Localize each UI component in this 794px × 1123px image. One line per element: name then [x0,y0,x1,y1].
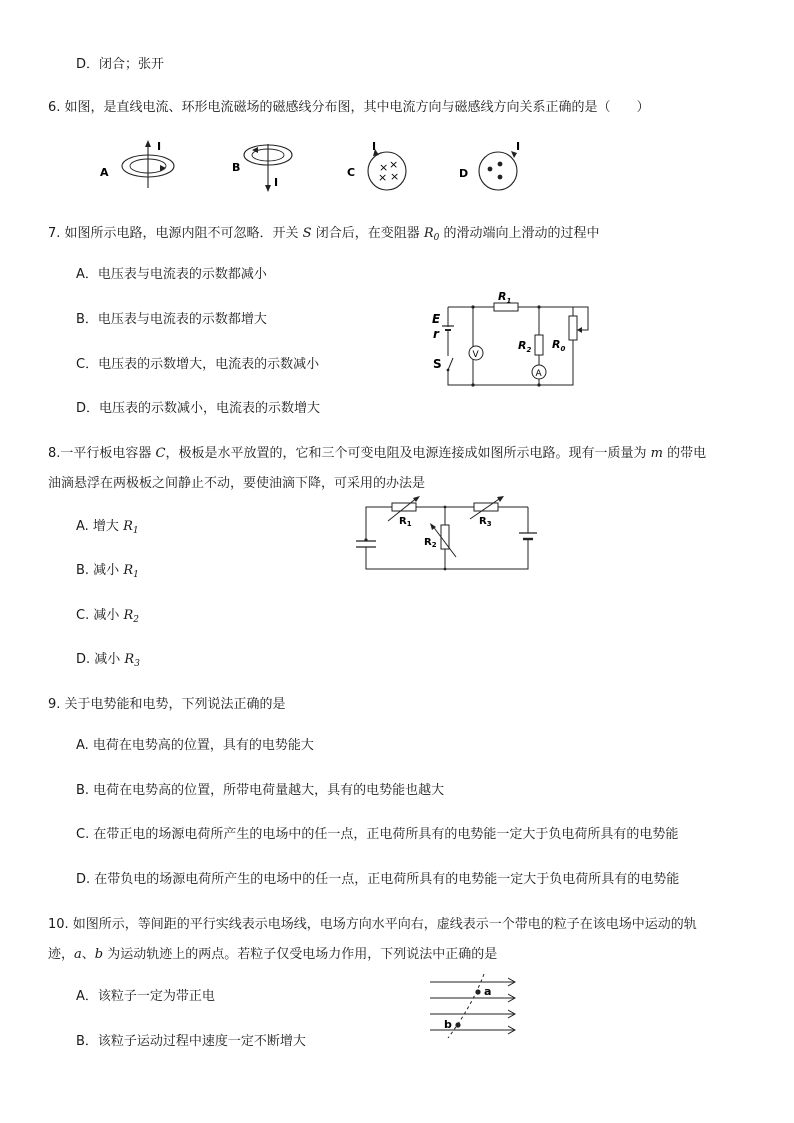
q9-option-d: D. 在带负电的场源电荷所产生的电场中的任一点，正电荷所具有的电势能一定大于负电荷所具有的电势能 [76,872,680,887]
svg-text:I: I [372,140,377,153]
svg-text:×: × [389,158,399,171]
svg-text:A: A [535,369,542,379]
q9-option-b: B. 电荷在电势高的位置，所带电荷量越大，具有的电势能也越大 [76,783,445,798]
q10-field-diagram [426,972,526,1042]
q7-option-a: A．电压表与电流表的示数都减小 [76,267,267,282]
svg-text:A: A [100,166,109,179]
svg-text:C: C [347,166,356,179]
q10-option-a: A．该粒子一定为带正电 [76,989,215,1004]
q6-figure-d [459,140,520,190]
q8-option-a: A. 增大 $R_1$ [76,519,139,536]
svg-text:I: I [516,140,521,153]
q6-figure-c [347,140,406,190]
svg-text:R3: $R_3$ [479,516,492,528]
q8-option-c: C. 减小 $R_2$ [76,608,140,625]
q9-option-c: C. 在带正电的场源电荷所产生的电场中的任一点，正电荷所具有的电势能一定大于负电荷所具有的电势能 [76,827,679,842]
svg-text:×: × [379,161,389,174]
svg-text:R2: $R_2$ [424,537,437,549]
svg-text:E: E [432,312,441,326]
q10-stem-line2: 迹，a、b 为运动轨迹上的两点。若粒子仅受电场力作用，下列说法中正确的是 [48,947,498,962]
svg-text:R0: $R_0$ [552,338,566,353]
q10-stem-line1: 10. 如图所示，等间距的平行实线表示电场线，电场方向水平向右，虚线表示一个带电的粒子在该电场中运动的轨 [48,917,697,932]
q7-option-c: C．电压表的示数增大，电流表的示数减小 [76,357,320,372]
q8-option-b: B. 减小 $R_1$ [76,563,139,580]
svg-text:r: r [433,327,439,341]
q7-option-b: B．电压表与电流表的示数都增大 [76,312,267,327]
q5-option-d: D．闭合；张开 [76,57,165,72]
q6-stem: 6. 如图，是直线电流、环形电流磁场的磁感线分布图，其中电流方向与磁感线方向关系正确的是（ ） [48,100,650,115]
q7-circuit-diagram [428,290,608,390]
q6-figure-b [232,144,292,192]
q9-option-a: A. 电荷在电势高的位置，具有的电势能大 [76,738,314,753]
q7-stem: 7. 如图所示电路，电源内阻不可忽略．开关 S 闭合后，在变阻器 $R_0$ 的滑动端向上滑动的过程中 [48,226,600,243]
svg-text:S: S [433,357,442,371]
q10-option-b: B．该粒子运动过程中速度一定不断增大 [76,1034,306,1049]
q7-option-d: D．电压表的示数减小，电流表的示数增大 [76,401,321,416]
svg-text:R1: $R_1$ [399,516,412,528]
svg-text:R2: $R_2$ [518,339,532,354]
svg-text:a: a [484,985,492,998]
q8-circuit-diagram [352,495,552,575]
svg-text:×: × [390,170,400,183]
svg-text:V: V [472,350,479,360]
q6-magnetic-field-figure [0,138,794,218]
q8-option-d: D. 减小 $R_3$ [76,652,140,669]
svg-text:×: × [378,171,388,184]
svg-text:B: B [232,161,241,174]
svg-text:D: D [459,167,469,180]
svg-text:I: I [157,140,162,153]
svg-text:b: b [444,1018,452,1031]
q8-stem-line2: 油滴悬浮在两极板之间静止不动，要使油滴下降，可采用的办法是 [48,476,426,491]
svg-text:I: I [274,176,279,189]
svg-text:R1: $R_1$ [498,290,512,305]
q8-stem-line1: 8.一平行板电容器 C，极板是水平放置的，它和三个可变电阻及电源连接成如图所示电路。现有一质量为 m 的带电 [48,446,707,461]
q6-figure-a [100,140,174,188]
q9-stem: 9. 关于电势能和电势，下列说法正确的是 [48,697,286,712]
